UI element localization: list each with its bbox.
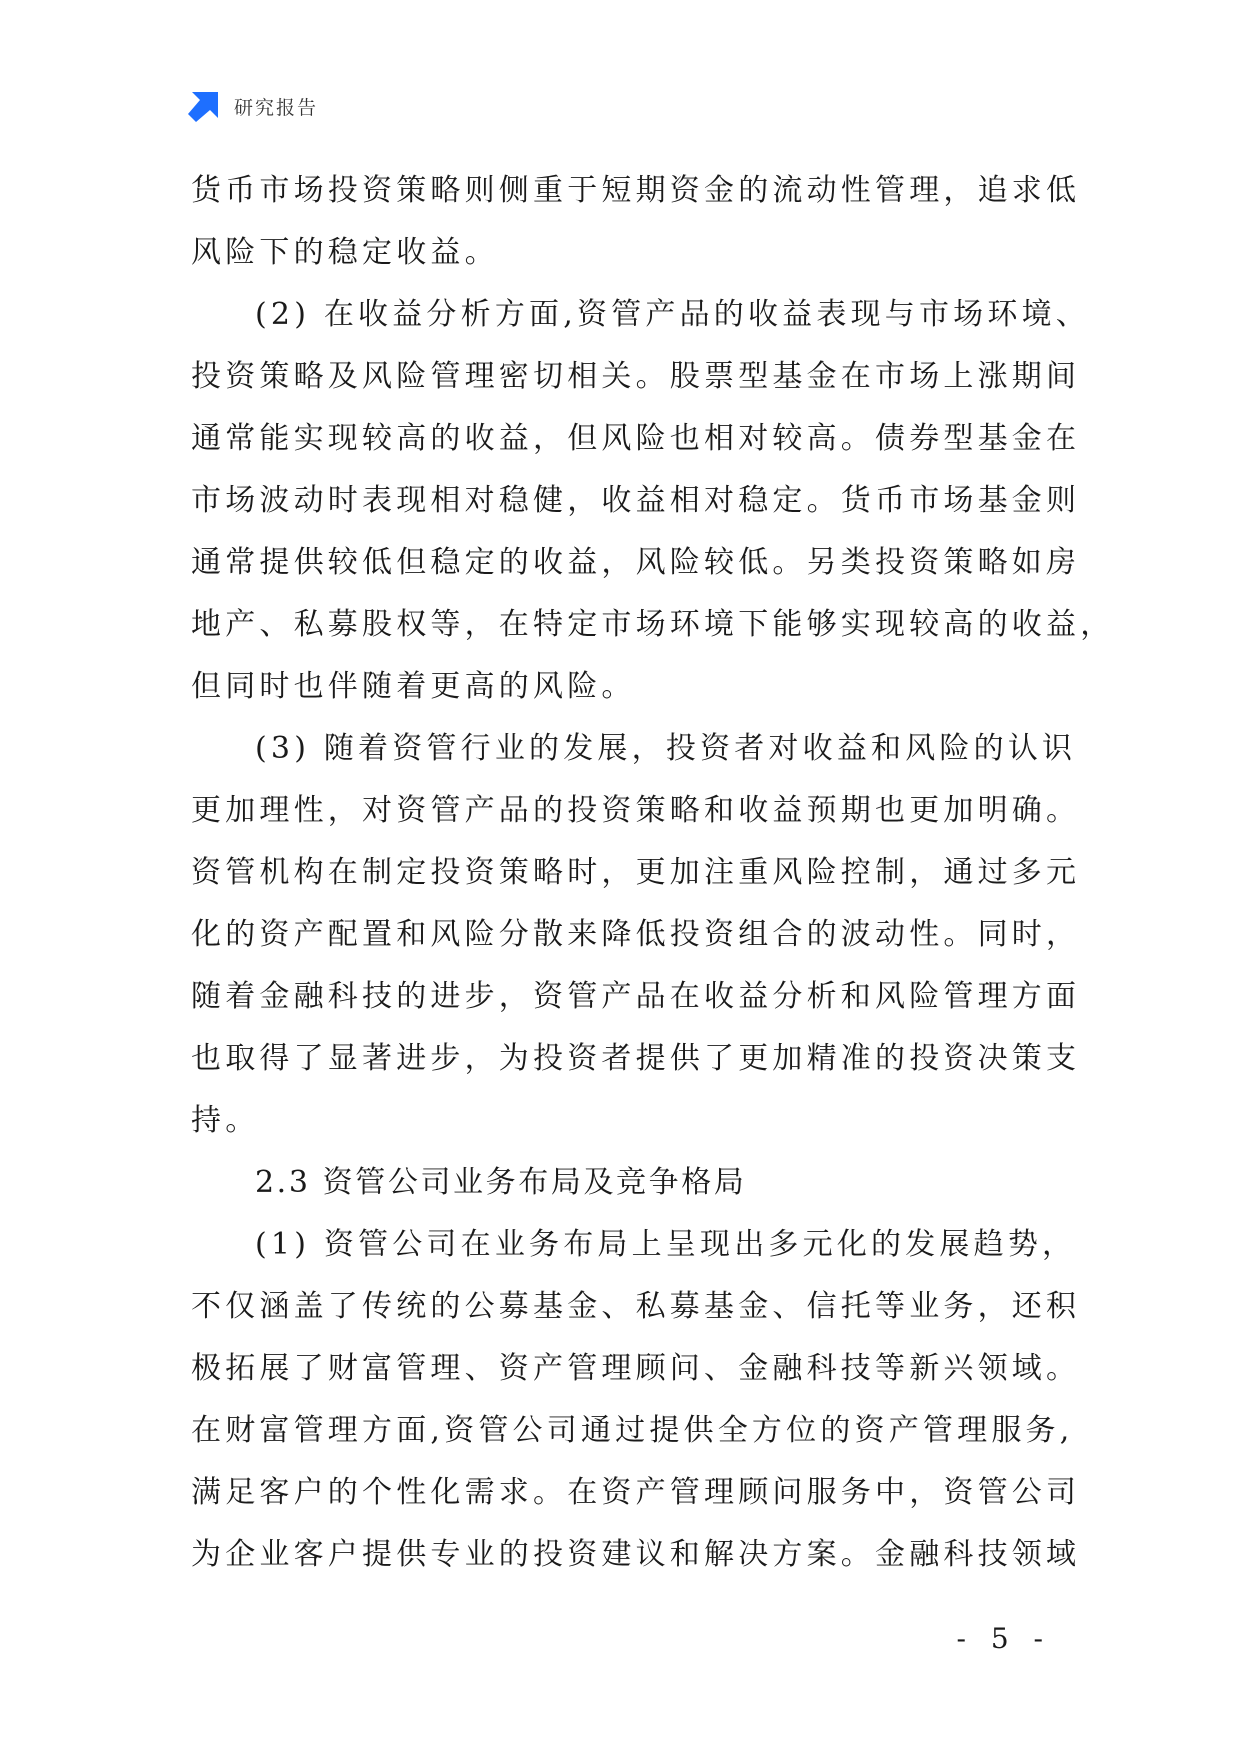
text-line: 通常能实现较高的收益，但风险也相对较高。债券型基金在 bbox=[191, 421, 1081, 456]
text-line: 市场波动时表现相对稳健，收益相对稳定。货币市场基金则 bbox=[191, 483, 1081, 518]
text-line: 也取得了显著进步，为投资者提供了更加精准的投资决策支 bbox=[191, 1041, 1081, 1076]
arrow-up-right-icon bbox=[188, 90, 220, 122]
paragraph-start-line: (2) 在收益分析方面,资管产品的收益表现与市场环境、 bbox=[255, 297, 1090, 332]
text-line: 地产、私募股权等，在特定市场环境下能够实现较高的收益， bbox=[191, 607, 1115, 642]
report-header bbox=[188, 90, 318, 122]
text-line: 满足客户的个性化需求。在资产管理顾问服务中，资管公司 bbox=[191, 1475, 1081, 1510]
page-number: - 5 - bbox=[956, 1622, 1051, 1655]
text-line: 在财富管理方面,资管公司通过提供全方位的资产管理服务, bbox=[191, 1413, 1074, 1448]
paragraph-start-line: (1) 资管公司在业务布局上呈现出多元化的发展趋势， bbox=[255, 1227, 1077, 1262]
text-line: 更加理性，对资管产品的投资策略和收益预期也更加明确。 bbox=[191, 793, 1081, 828]
paragraph-start-line: (3) 随着资管行业的发展，投资者对收益和风险的认识 bbox=[255, 731, 1077, 766]
report-header-title: 研究报告 bbox=[234, 96, 319, 119]
text-line: 货币市场投资策略则侧重于短期资金的流动性管理，追求低 bbox=[191, 173, 1081, 208]
text-line: 为企业客户提供专业的投资建议和解决方案。金融科技领域 bbox=[191, 1537, 1081, 1572]
text-line: 投资策略及风险管理密切相关。股票型基金在市场上涨期间 bbox=[191, 359, 1081, 394]
text-line: 不仅涵盖了传统的公募基金、私募基金、信托等业务，还积 bbox=[191, 1289, 1081, 1324]
text-line: 化的资产配置和风险分散来降低投资组合的波动性。同时， bbox=[191, 917, 1081, 952]
section-heading: 2.3 资管公司业务布局及竞争格局 bbox=[255, 1165, 747, 1200]
document-body bbox=[191, 160, 1115, 1586]
text-line: 随着金融科技的进步，资管产品在收益分析和风险管理方面 bbox=[191, 979, 1081, 1014]
text-line: 通常提供较低但稳定的收益，风险较低。另类投资策略如房 bbox=[191, 545, 1081, 580]
text-line: 风险下的稳定收益。 bbox=[191, 235, 499, 270]
text-line: 资管机构在制定投资策略时，更加注重风险控制，通过多元 bbox=[191, 855, 1081, 890]
text-line: 持。 bbox=[191, 1103, 260, 1138]
text-line: 极拓展了财富管理、资产管理顾问、金融科技等新兴领域。 bbox=[191, 1351, 1081, 1386]
text-line: 但同时也伴随着更高的风险。 bbox=[191, 669, 636, 704]
